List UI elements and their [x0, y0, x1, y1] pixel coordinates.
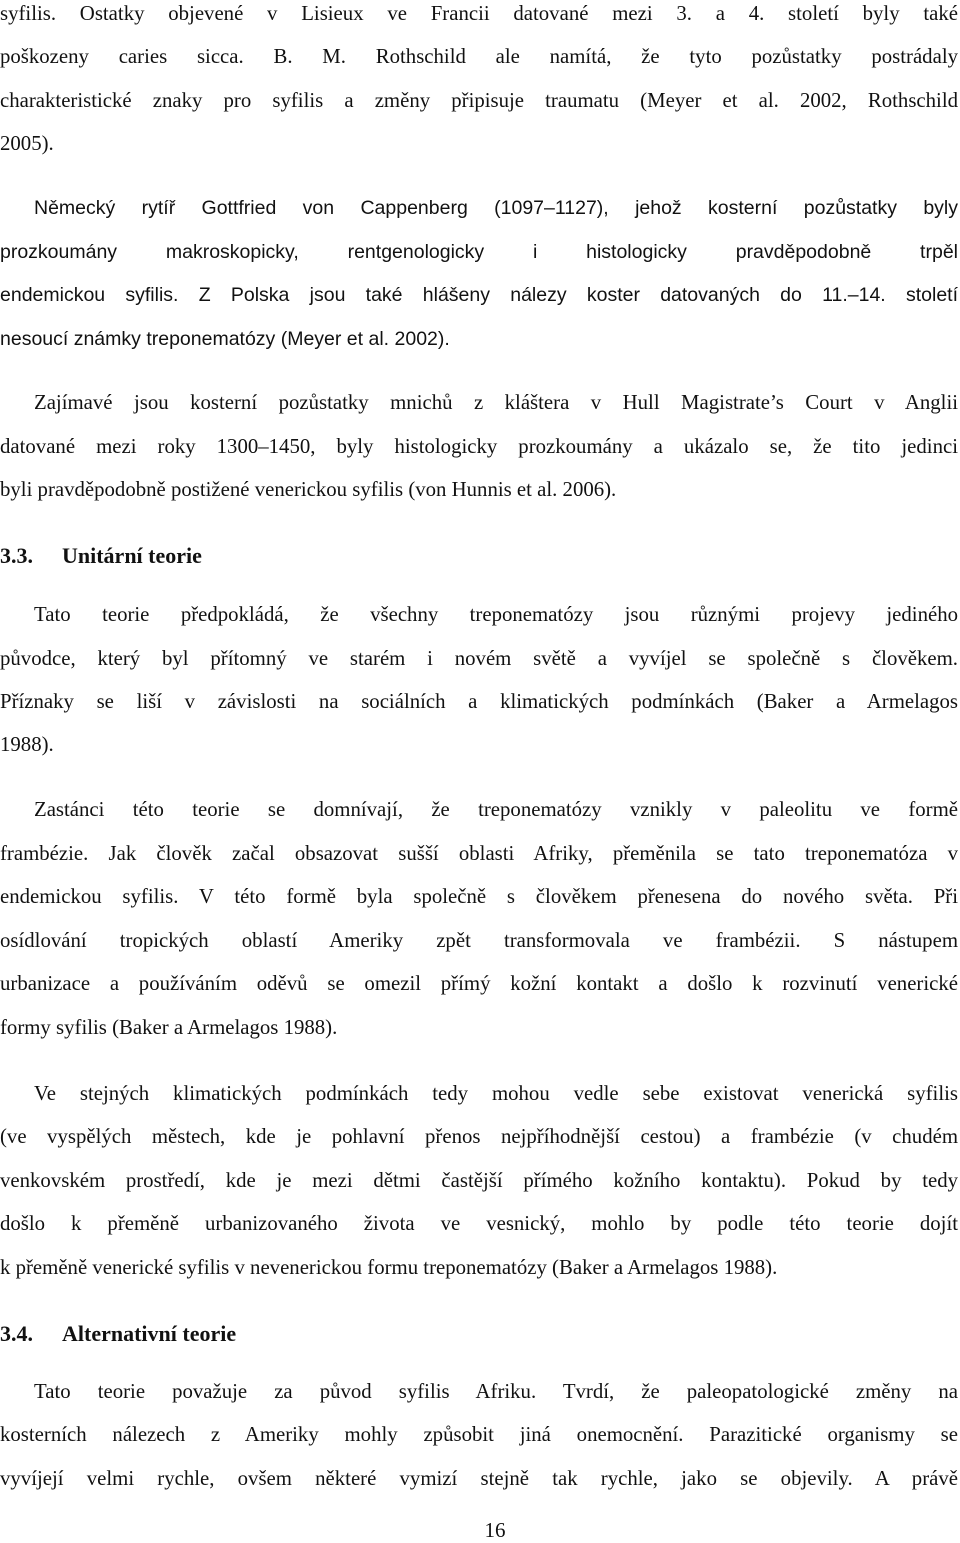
text-line: Zastánci této teorie se domnívají, že treponematózy vznikly v paleolitu ve formě: [34, 798, 958, 821]
text-line: došlo k přeměně urbanizovaného života ve vesnický, mohlo by podle této teorie dojít: [0, 1212, 958, 1235]
section-heading: [0, 541, 202, 571]
text-line: (ve vyspělých městech, kde je pohlavní přenos nejpříhodnější cestou) a frambézie (v chudém: [0, 1125, 958, 1148]
text-line: endemickou syfilis. V této formě byla společně s člověkem přenesena do nového světa. Při: [0, 885, 958, 908]
text-line: vyvíjejí velmi rychle, ovšem některé vymizí stejně tak rychle, jako se objevily. A právě: [0, 1467, 958, 1490]
text-line: charakteristické znaky pro syfilis a změny připisuje traumatu (Meyer et al. 2002, Rothschild: [0, 89, 958, 112]
text-line: frambézie. Jak člověk začal obsazovat sušší oblasti Afriky, přeměnila se tato treponematóza v: [0, 842, 958, 865]
text-line: osídlování tropických oblastí Ameriky zpět transformovala ve frambézii. S nástupem: [0, 929, 958, 952]
text-line: poškozeny caries sicca. B. M. Rothschild ale namítá, že tyto pozůstatky postrádaly: [0, 45, 958, 68]
text-line: k přeměně venerické syfilis v nevenerickou formu treponematózy (Baker a Armelagos 1988).: [0, 1256, 778, 1279]
section-number: 3.3.: [0, 543, 33, 568]
text-line: Německý rytíř Gottfried von Cappenberg (1097–1127), jehož kosterní pozůstatky byly: [34, 197, 958, 219]
section-title: Unitární teorie: [62, 543, 202, 568]
text-line: formy syfilis (Baker a Armelagos 1988).: [0, 1016, 338, 1039]
text-line: endemickou syfilis. Z Polska jsou také hlášeny nálezy koster datovaných do 11.–14. století: [0, 284, 958, 306]
text-line: byli pravděpodobně postižené venerickou syfilis (von Hunnis et al. 2006).: [0, 478, 617, 501]
text-line: Příznaky se liší v závislosti na sociálních a klimatických podmínkách (Baker a Armelagos: [0, 690, 958, 713]
text-line: původce, který byl přítomný ve starém i novém světě a vyvíjel se společně s člověkem.: [0, 647, 958, 670]
section-number: 3.4.: [0, 1321, 33, 1346]
text-line: 2005).: [0, 132, 54, 155]
text-line: Zajímavé jsou kosterní pozůstatky mnichů z kláštera v Hull Magistrate’s Court v Anglii: [34, 391, 958, 414]
text-line: Tato teorie předpokládá, že všechny treponematózy jsou různými projevy jediného: [34, 603, 958, 626]
text-line: kosterních nálezech z Ameriky mohly způsobit jiná onemocnění. Parazitické organismy se: [0, 1423, 958, 1446]
section-heading: [0, 1319, 236, 1349]
page-number: 16: [484, 1518, 506, 1542]
text-line: Ve stejných klimatických podmínkách tedy mohou vedle sebe existovat venerická syfilis: [34, 1082, 958, 1105]
text-line: nesoucí známky treponematózy (Meyer et al. 2002).: [0, 328, 450, 350]
text-line: 1988).: [0, 733, 54, 756]
section-title: Alternativní teorie: [62, 1321, 237, 1346]
text-line: venkovském prostředí, kde je mezi dětmi častější přímého kožního kontaktu). Pokud by tedy: [0, 1169, 958, 1192]
text-line: syfilis. Ostatky objevené v Lisieux ve Francii datované mezi 3. a 4. století byly také: [0, 2, 958, 25]
text-line: Tato teorie považuje za původ syfilis Afriku. Tvrdí, že paleopatologické změny na: [34, 1380, 958, 1403]
text-line: prozkoumány makroskopicky, rentgenologicky i histologicky pravděpodobně trpěl: [0, 241, 958, 263]
text-line: urbanizace a používáním oděvů se omezil přímý kožní kontakt a došlo k rozvinutí venerické: [0, 972, 958, 995]
text-line: datované mezi roky 1300–1450, byly histologicky prozkoumány a ukázalo se, že tito jedinci: [0, 435, 958, 458]
